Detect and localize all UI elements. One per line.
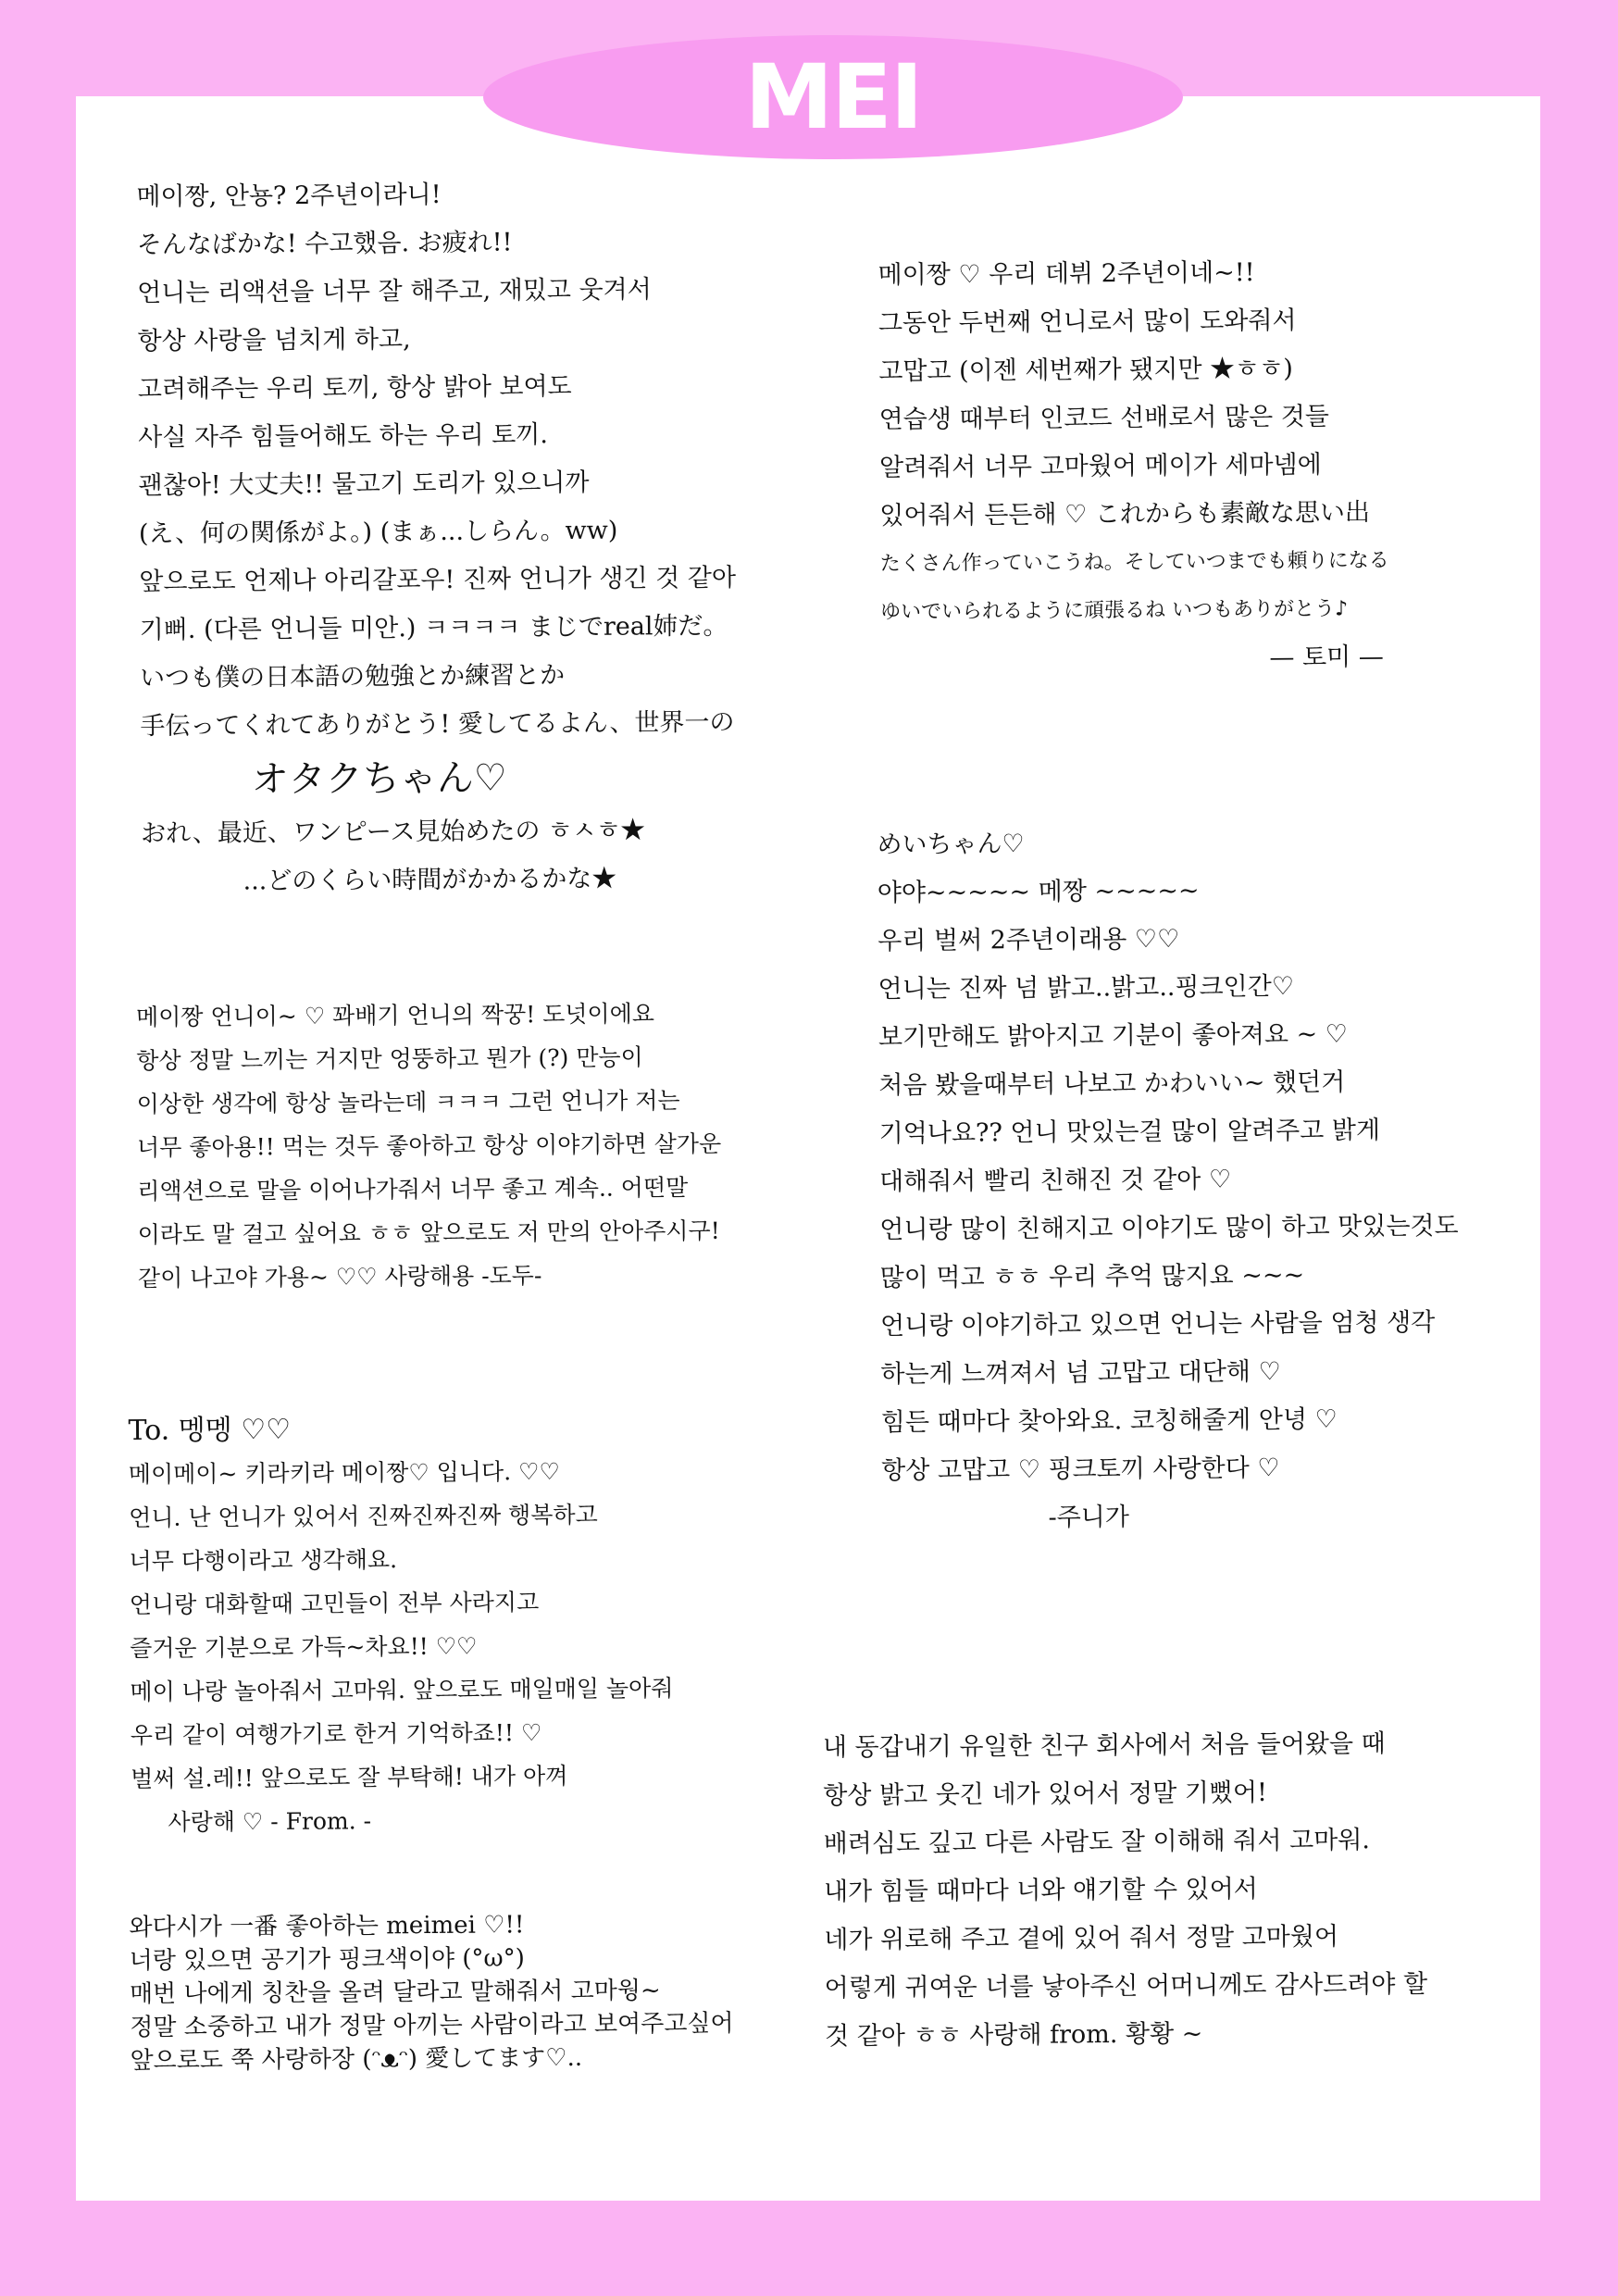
title-banner (483, 35, 1183, 159)
message-line: 그동안 두번째 언니로서 많이 도와줘서 (877, 306, 1297, 338)
message-line: 내가 힘들 때마다 너와 얘기할 수 있어서 (823, 1875, 1258, 1907)
message-line: 고려해주는 우리 토끼, 항상 밝아 보여도 (137, 371, 572, 405)
message-line: 언니. 난 언니가 있어서 진짜진짜진짜 행복하고 (129, 1501, 598, 1532)
message-line: 우리 벌써 2주년이래용 ♡♡ (877, 924, 1180, 956)
message-f (129, 1907, 734, 2078)
message-line: 와다시가 一番 좋아하는 meimei ♡!! (129, 1911, 525, 1942)
message-line: 내 동갑내기 유일한 친구 회사에서 처음 들어왔을 때 (822, 1729, 1386, 1763)
message-line: 항상 사랑을 넘치게 하고, (137, 325, 411, 356)
message-line: めいちゃん♡ (877, 830, 1025, 860)
message-c (877, 817, 1461, 1543)
message-line: 메이 나랑 놀아줘서 고마워. 앞으로도 매일매일 놀아줘 (130, 1674, 674, 1706)
message-line: 야야~~~~~ 메짱 ~~~~~ (877, 876, 1200, 908)
message-line: 항상 정말 느끼는 거지만 엉뚱하고 뭔가 (?) 만능이 (136, 1043, 643, 1075)
signature: — 토미 — (1269, 643, 1384, 672)
message-line: 매번 나에게 칭찬을 올려 달라고 말해줘서 고마웡~ (129, 1977, 661, 2009)
message-line: 우리 같이 여행가기로 한거 기억하죠!! ♡ (130, 1718, 542, 1750)
message-line: (え、何の関係がよ。) (まぁ...しらん。ww) (138, 516, 618, 549)
message-line: 알려줘서 너무 고마웠어 메이가 세마넴에 (878, 450, 1322, 482)
message-line: 메이메이~ 키라키라 메이짱♡ 입니다. ♡♡ (128, 1457, 560, 1489)
message-line: おれ、最近、ワンピース見始めたの ㅎㅅㅎ★ (141, 816, 646, 849)
message-line: 많이 먹고 ㅎㅎ 우리 추억 많지요 ~~~ (879, 1260, 1305, 1293)
message-line: 언니는 리액션을 너무 잘 해주고, 재밌고 웃겨서 (137, 275, 652, 308)
message-line: 기뻐. (다른 언니들 미안.) ㅋㅋㅋㅋ まじでreal姉だ。 (139, 611, 728, 645)
message-line: 처음 봤을때부터 나보고 かわいい~ 했던거 (878, 1067, 1346, 1101)
message-line: 있어줘서 든든해 ♡ これからも素敵な思い出 (879, 498, 1370, 530)
message-line: 것 같아 ㅎㅎ 사랑해 from. 황황 ~ (824, 2019, 1203, 2052)
message-line: 괜찮아! 大丈夫!! 물고기 도리가 있으니까 (138, 468, 590, 501)
message-line: 메이짱 ♡ 우리 데뷔 2주년이네~!! (877, 258, 1255, 290)
message-line: 대해줘서 빨리 친해진 것 같아 ♡ (878, 1165, 1232, 1197)
page-title: MEI (744, 45, 922, 149)
message-line: 너랑 있으면 공기가 핑크색이야 (°ω°) (129, 1944, 525, 1976)
message-a (136, 169, 738, 906)
message-line: 앞으로도 쭉 사랑하장 (ᵔᴥᵔ) 愛してます♡.. (130, 2043, 583, 2076)
message-line: 정말 소중하고 내가 정말 아끼는 사람이라고 보여주고싶어 (130, 2009, 734, 2042)
message-line: 手伝ってくれてありがとう! 愛してるよん、世界一の (140, 707, 735, 742)
message-line: 언니랑 대화할때 고민들이 전부 사라지고 (129, 1588, 540, 1619)
message-line: ...どのくらい時間がかかるかな★ (243, 864, 617, 896)
message-line: 사실 자주 힘들어해도 하는 우리 토끼. (138, 420, 549, 453)
message-line: 네가 위로해 주고 곁에 있어 줘서 정말 고마웠어 (824, 1922, 1339, 1955)
message-line: 메이짱 언니이~ ♡ 꽈배기 언니의 짝꿍! 도넛이에요 (135, 1000, 655, 1031)
message-line: そんなばかな! 수고했음. お疲れ!! (136, 228, 513, 260)
message-line: ゆいでいられるように頑張るね いつもありがとう♪ (880, 597, 1349, 624)
message-line: 이상한 생각에 항상 놀라는데 ㅋㅋㅋ 그런 언니가 저는 (136, 1087, 680, 1118)
message-line: 연습생 때부터 인코드 선배로서 많은 것들 (878, 402, 1330, 434)
message-line: いつも僕の日本語の勉強とか練習とか (139, 661, 566, 693)
message-line: To. 멩멩 ♡♡ (128, 1413, 292, 1448)
message-line: 항상 고맙고 ♡ 핑크토끼 사랑한다 ♡ (881, 1454, 1280, 1486)
message-line: 보기만해도 밝아지고 기분이 좋아져요 ~ ♡ (877, 1019, 1349, 1053)
message-line: 즐거운 기분으로 가득~차요!! ♡♡ (130, 1632, 478, 1663)
message-line: 벌써 설.레!! 앞으로도 잘 부탁해! 내가 아껴 (131, 1762, 568, 1793)
message-line: 메이짱, 안뇽? 2주년이라니! (136, 180, 442, 212)
message-g (823, 1720, 1428, 2062)
message-line: 기억나요?? 언니 맛있는걸 많이 알려주고 밝게 (878, 1116, 1381, 1149)
message-line: 어렇게 귀여운 너를 낳아주신 어머니께도 감사드려야 할 (824, 1969, 1428, 2003)
message-line: 항상 밝고 웃긴 네가 있어서 정말 기뻤어! (823, 1778, 1268, 1811)
signature: -주니가 (1048, 1503, 1130, 1532)
message-line: 리액션으로 말을 이어나가줘서 너무 좋고 계속.. 어떤말 (137, 1174, 689, 1205)
message-b (877, 248, 1389, 685)
message-line: 이라도 말 걸고 싶어요 ㅎㅎ 앞으로도 저 만의 안아주시구! (137, 1217, 720, 1249)
message-line: 배려심도 깊고 다른 사람도 잘 이해해 줘서 고마워. (823, 1826, 1371, 1859)
message-d (136, 992, 722, 1300)
message-line: 하는게 느껴져서 넘 고맙고 대단해 ♡ (880, 1357, 1281, 1390)
message-line: 힘든 때마다 찾아와요. 코칭해줄게 안녕 ♡ (880, 1404, 1338, 1438)
message-line: 언니랑 이야기하고 있으면 언니는 사람을 엄청 생각 (879, 1307, 1436, 1341)
message-line: 같이 나고야 가용~ ♡♡ 사랑해용 -도두- (137, 1262, 542, 1292)
message-line: たくさん作っていこうね。そしていつまでも頼りになる (879, 549, 1389, 576)
message-line: 사랑해 ♡ - From. - (168, 1807, 372, 1836)
message-line: 너무 다행이라고 생각해요. (129, 1546, 398, 1576)
message-line: 앞으로도 언제나 아리갈포우! 진짜 언니가 생긴 것 같아 (139, 563, 737, 597)
message-line: 고맙고 (이젠 세번째가 됐지만 ★ㅎㅎ) (878, 354, 1293, 386)
message-line: 언니는 진짜 넘 밝고..밝고..핑크인간♡ (877, 972, 1295, 1004)
message-line: 너무 좋아용!! 먹는 것두 좋아하고 항상 이야기하면 살가운 (136, 1129, 722, 1162)
message-highlight: オタクちゃん♡ (251, 756, 507, 802)
message-line: 언니랑 많이 친해지고 이야기도 많이 하고 맛있는것도 (879, 1211, 1459, 1245)
message-e (128, 1405, 674, 1844)
